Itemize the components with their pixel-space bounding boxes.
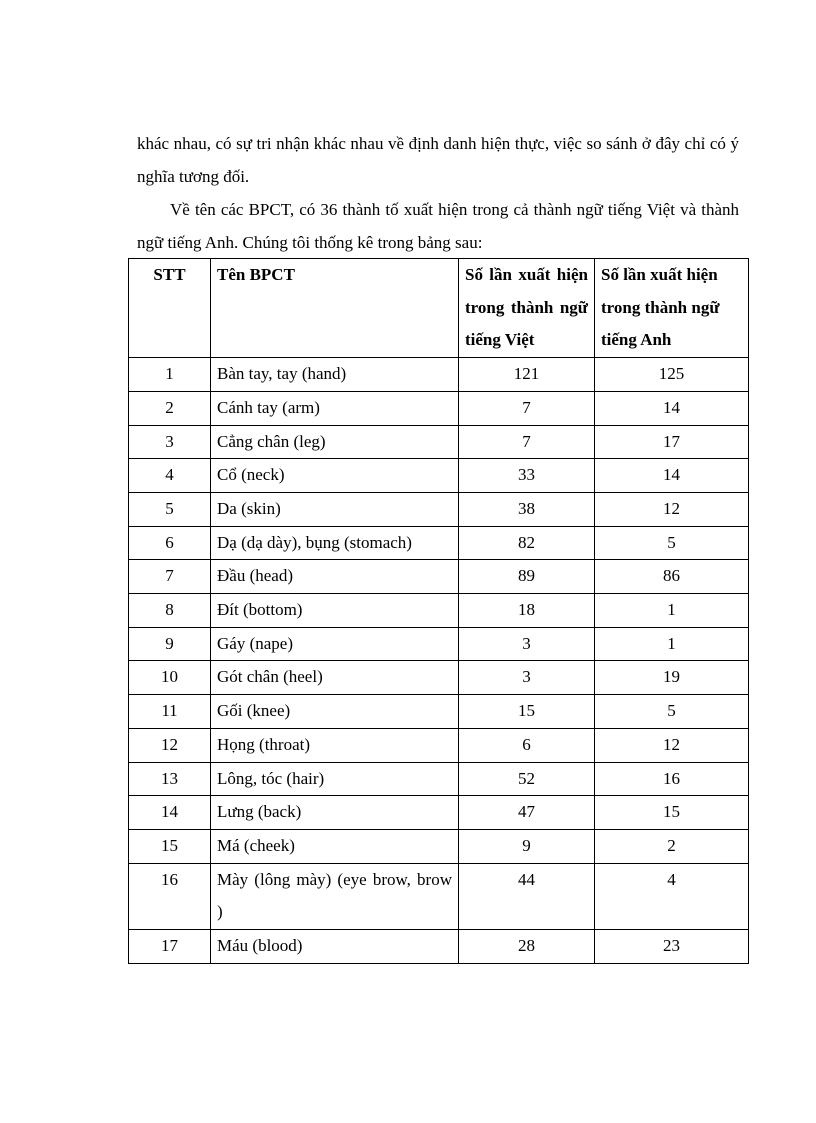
row-vietnamese-count: 9 [459, 829, 595, 863]
row-name: Gối (knee) [211, 695, 459, 729]
row-name: Đầu (head) [211, 560, 459, 594]
row-english-count: 125 [595, 358, 749, 392]
row-vietnamese-count: 15 [459, 695, 595, 729]
row-english-count: 12 [595, 728, 749, 762]
row-vietnamese-count: 3 [459, 627, 595, 661]
row-stt: 8 [129, 594, 211, 628]
row-name: Cổ (neck) [211, 459, 459, 493]
table-row [129, 762, 749, 796]
row-name: Lông, tóc (hair) [211, 762, 459, 796]
header-english-count: Số lần xuất hiện trong thành ngữ tiếng Anh [595, 259, 749, 358]
row-stt: 2 [129, 391, 211, 425]
row-stt: 1 [129, 358, 211, 392]
row-vietnamese-count: 18 [459, 594, 595, 628]
table-row [129, 459, 749, 493]
row-english-count: 86 [595, 560, 749, 594]
row-stt: 10 [129, 661, 211, 695]
row-stt: 11 [129, 695, 211, 729]
table-row [129, 358, 749, 392]
row-vietnamese-count: 28 [459, 930, 595, 964]
header-name: Tên BPCT [211, 259, 459, 358]
row-name: Cánh tay (arm) [211, 391, 459, 425]
table-row [129, 492, 749, 526]
row-vietnamese-count: 89 [459, 560, 595, 594]
row-name: Má (cheek) [211, 829, 459, 863]
table-row [129, 560, 749, 594]
table-row [129, 930, 749, 964]
row-stt: 3 [129, 425, 211, 459]
row-stt: 12 [129, 728, 211, 762]
row-english-count: 16 [595, 762, 749, 796]
row-name: Dạ (dạ dày), bụng (stomach) [211, 526, 459, 560]
row-english-count: 12 [595, 492, 749, 526]
row-vietnamese-count: 82 [459, 526, 595, 560]
row-english-count: 5 [595, 526, 749, 560]
row-vietnamese-count: 38 [459, 492, 595, 526]
row-stt: 5 [129, 492, 211, 526]
row-english-count: 14 [595, 391, 749, 425]
row-name: Lưng (back) [211, 796, 459, 830]
row-vietnamese-count: 44 [459, 863, 595, 929]
table-row [129, 796, 749, 830]
row-stt: 6 [129, 526, 211, 560]
row-english-count: 1 [595, 627, 749, 661]
row-stt: 16 [129, 863, 211, 929]
table-row [129, 695, 749, 729]
table-header-row [129, 259, 749, 358]
table-row [129, 594, 749, 628]
row-english-count: 14 [595, 459, 749, 493]
row-stt: 13 [129, 762, 211, 796]
row-english-count: 5 [595, 695, 749, 729]
row-name: Gót chân (heel) [211, 661, 459, 695]
row-name: Đít (bottom) [211, 594, 459, 628]
row-name: Máu (blood) [211, 930, 459, 964]
table-row [129, 661, 749, 695]
table-row [129, 391, 749, 425]
row-vietnamese-count: 121 [459, 358, 595, 392]
table-row [129, 425, 749, 459]
table-row [129, 728, 749, 762]
row-vietnamese-count: 33 [459, 459, 595, 493]
row-vietnamese-count: 7 [459, 391, 595, 425]
row-stt: 15 [129, 829, 211, 863]
row-name: Cẳng chân (leg) [211, 425, 459, 459]
table-row [129, 627, 749, 661]
row-english-count: 15 [595, 796, 749, 830]
row-stt: 7 [129, 560, 211, 594]
row-name: Mày (lông mày) (eye brow, brow ) [211, 863, 459, 929]
row-vietnamese-count: 47 [459, 796, 595, 830]
row-name: Gáy (nape) [211, 627, 459, 661]
paragraph-table-intro: Về tên các BPCT, có 36 thành tố xuất hiện trong cả thành ngữ tiếng Việt và thành ngữ tiếng Anh. Chúng tôi thống kê trong bảng sau: [137, 200, 739, 252]
paragraph-intro: khác nhau, có sự tri nhận khác nhau về định danh hiện thực, việc so sánh ở đây chỉ có ý nghĩa tương đối. [137, 134, 739, 186]
row-english-count: 17 [595, 425, 749, 459]
row-english-count: 1 [595, 594, 749, 628]
row-stt: 9 [129, 627, 211, 661]
table-row [129, 829, 749, 863]
row-stt: 4 [129, 459, 211, 493]
body-parts-table [128, 258, 749, 964]
row-name: Da (skin) [211, 492, 459, 526]
row-english-count: 19 [595, 661, 749, 695]
header-vietnamese-count: Số lần xuất hiện trong thành ngữ tiếng Việt [459, 259, 595, 358]
row-vietnamese-count: 52 [459, 762, 595, 796]
row-vietnamese-count: 7 [459, 425, 595, 459]
table-row [129, 526, 749, 560]
table-row [129, 863, 749, 929]
row-stt: 14 [129, 796, 211, 830]
row-vietnamese-count: 3 [459, 661, 595, 695]
row-english-count: 2 [595, 829, 749, 863]
row-name: Bàn tay, tay (hand) [211, 358, 459, 392]
row-vietnamese-count: 6 [459, 728, 595, 762]
row-stt: 17 [129, 930, 211, 964]
row-english-count: 23 [595, 930, 749, 964]
row-name: Họng (throat) [211, 728, 459, 762]
header-stt: STT [129, 259, 211, 358]
row-english-count: 4 [595, 863, 749, 929]
